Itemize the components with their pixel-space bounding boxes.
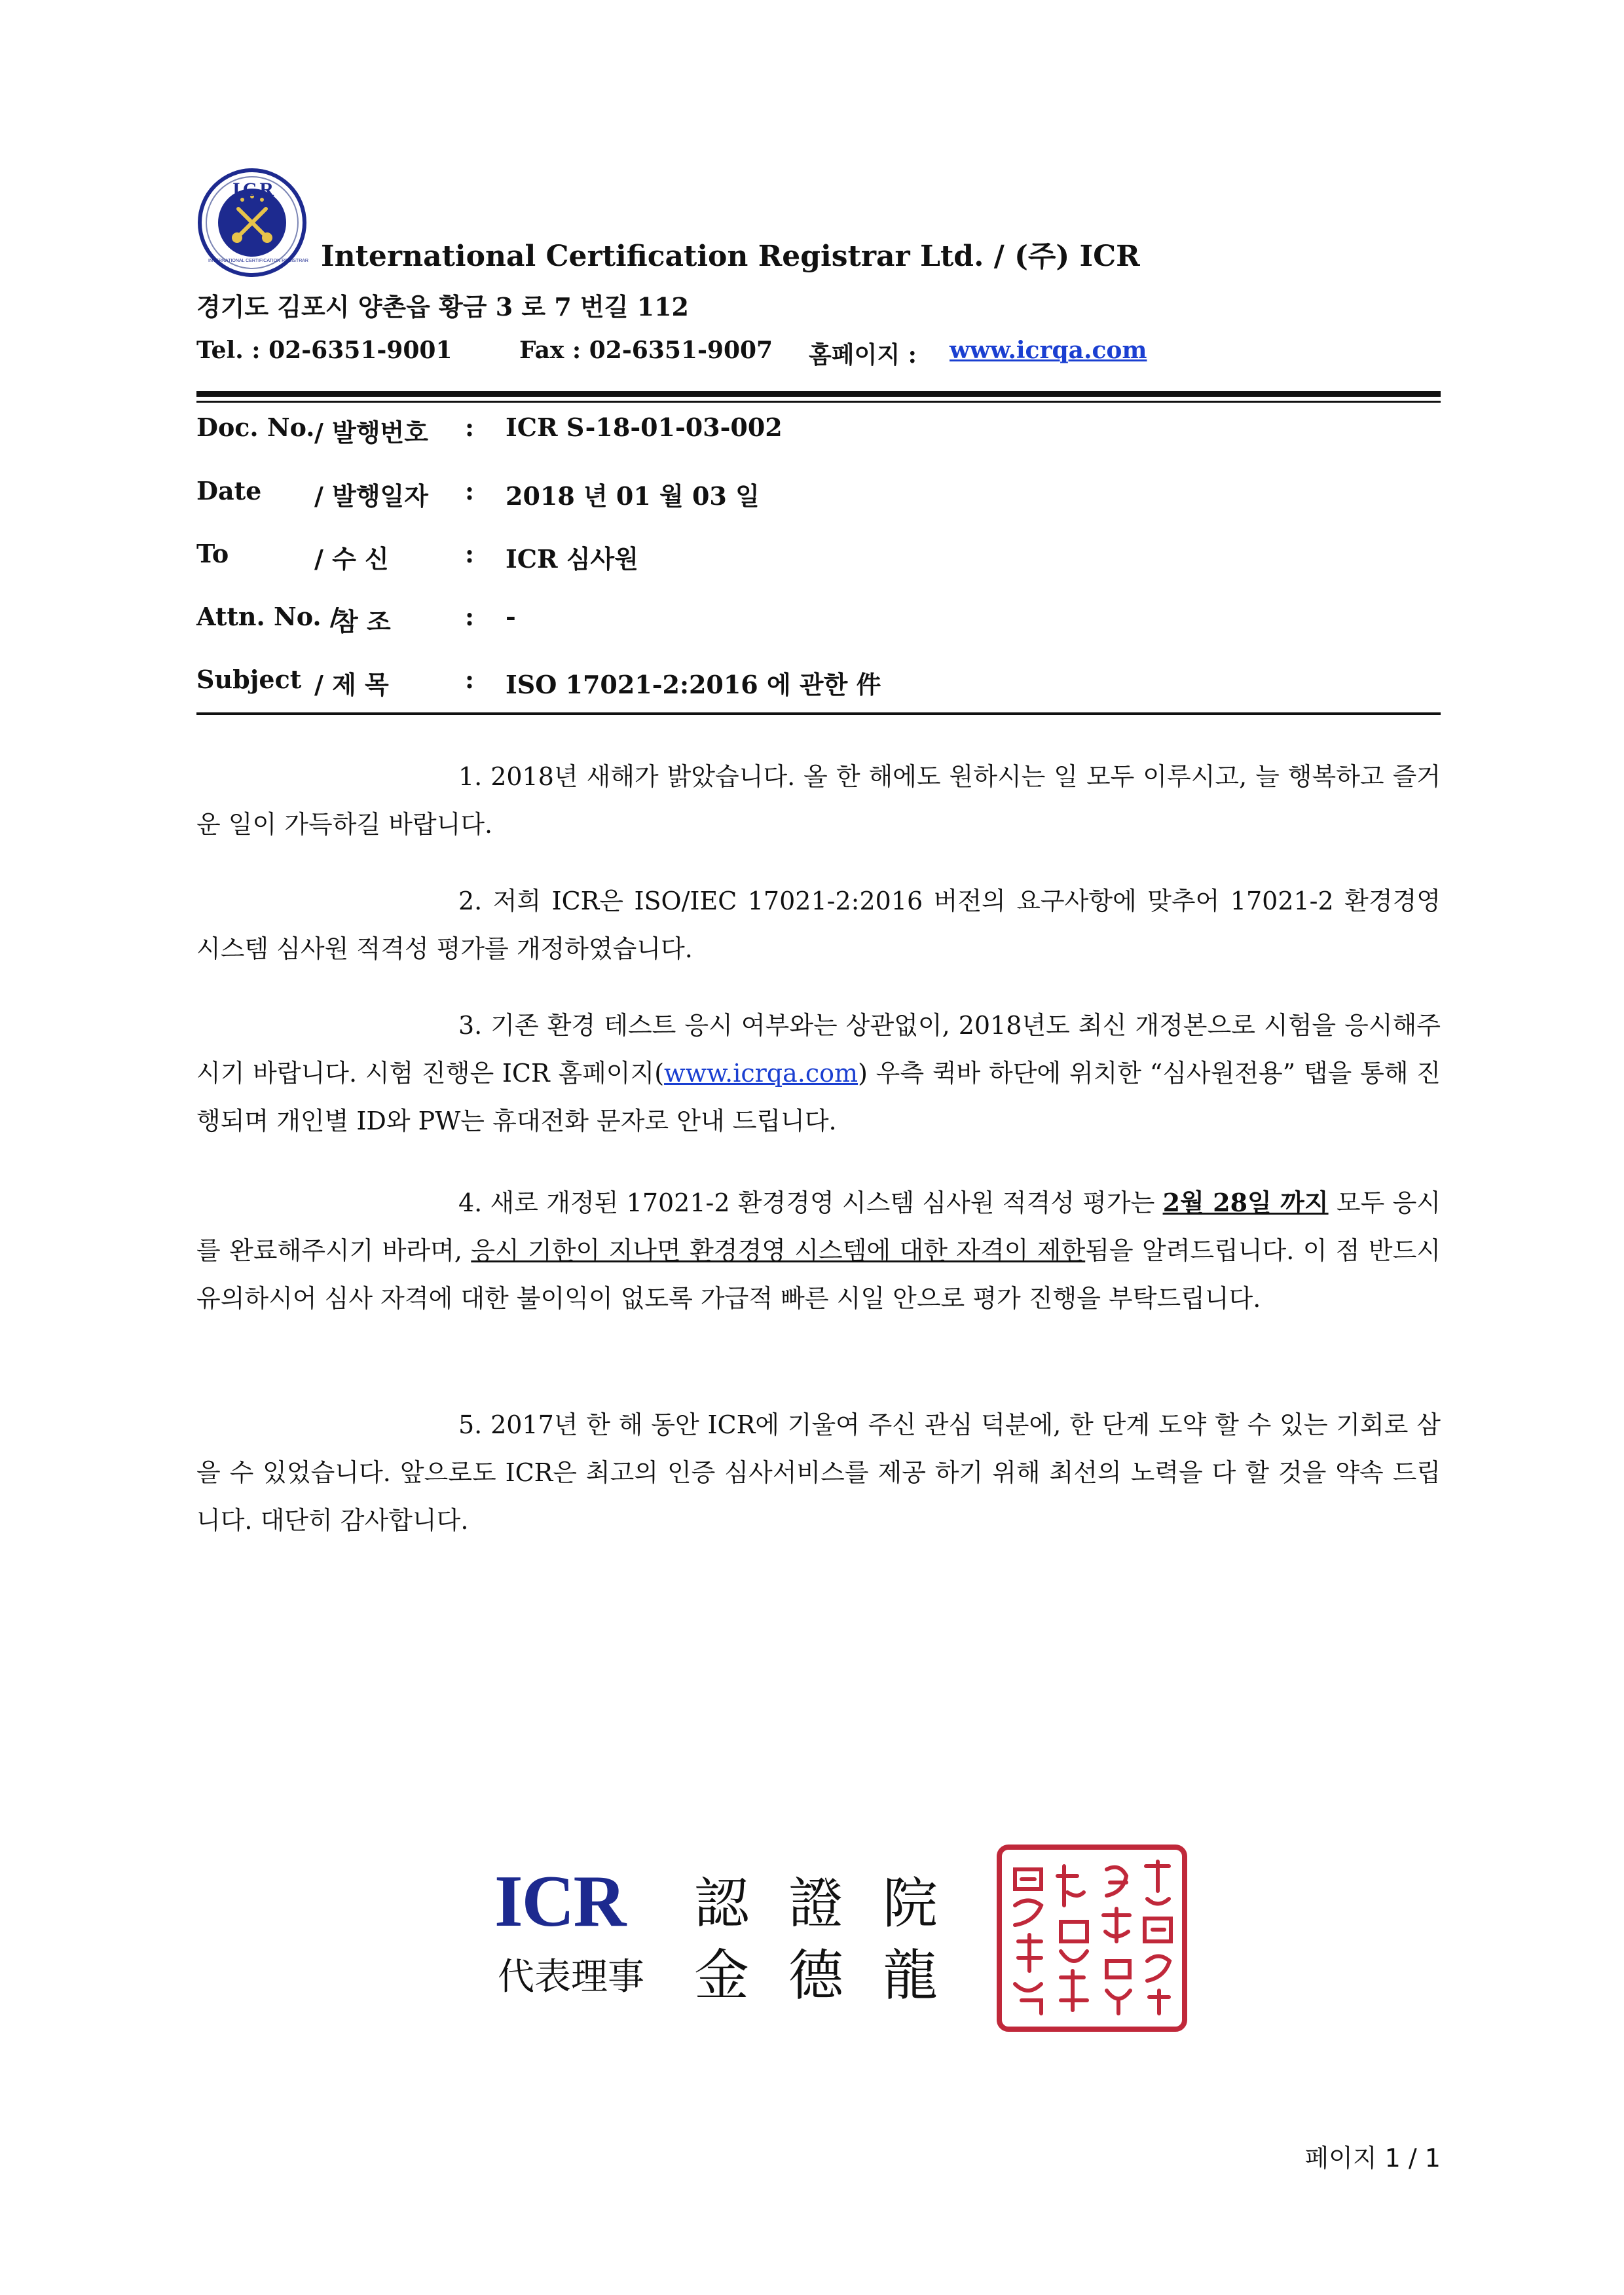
- warning-highlight: 응시 기한이 지나면 환경경영 시스템에 대한 자격이 제한: [471, 1236, 1086, 1265]
- paragraph-text: 모두 응시를 완료해주시기 바라며,: [196, 1188, 1441, 1265]
- meta-label-ko: / 발행일자: [314, 481, 428, 511]
- paragraph-text: 3. 기존 환경 테스트 응시 여부와는 상관없이, 2018년도 최신 개정본으로 시험을 응시해주시기 바랍니다. 시험 진행은 ICR 홈페이지(: [196, 1011, 1441, 1088]
- meta-colon: :: [465, 476, 475, 505]
- meta-value: -: [506, 602, 516, 631]
- meta-label-ko: / 수 신: [314, 544, 389, 574]
- meta-label-ko: / 발행번호: [314, 418, 428, 447]
- fax-number: Fax : 02-6351-9007: [519, 337, 773, 364]
- meta-label-ko: / 제 목: [314, 670, 389, 699]
- paragraph-1: [196, 753, 1441, 849]
- company-logo: [196, 167, 308, 278]
- meta-value: ICR 심사원: [506, 544, 638, 574]
- paragraph-5: [196, 1401, 1441, 1545]
- tel-number: Tel. : 02-6351-9001: [196, 337, 452, 364]
- paragraph-4: [196, 1179, 1441, 1323]
- logo-ring-text: INTERNATIONAL CERTIFICATION REGISTRAR: [208, 259, 308, 263]
- deadline-highlight: 2월 28일 까지: [1162, 1188, 1329, 1217]
- meta-colon: :: [465, 665, 475, 694]
- paragraph-text: 4. 새로 개정된 17021-2 환경경영 시스템 심사원 적격성 평가는: [458, 1188, 1163, 1217]
- paragraph-text: 1. 2018년 새해가 밝았습니다. 올 한 해에도 원하시는 일 모두 이루시고, 늘 행복하고 즐거운 일이 가득하길 바랍니다.: [196, 762, 1441, 839]
- header-divider-thin: [196, 401, 1441, 403]
- representative-name: 金德龍: [694, 1943, 978, 2008]
- paragraph-text: 5. 2017년 한 해 동안 ICR에 기울여 주신 관심 덕분에, 한 단계 도약 할 수 있는 기회로 삼을 수 있었습니다. 앞으로도 ICR은 최고의 인증 심사서비스를 제공 하기 위해 최선의 노력을 다 할 것을 약속 드립니다. 대단히 감사합니다.: [196, 1410, 1441, 1535]
- company-name: International Certification Registrar Ltd. / (주) ICR: [321, 240, 1140, 273]
- paragraph-text: 됨을 알려드립니다. 이 점 반드시 유의하시어 심사 자격에 대한 불이익이 없도록 가급적 빠른 시일 안으로 평가 진행을 부탁드립니다.: [196, 1236, 1441, 1313]
- meta-label-en: Doc. No.: [196, 413, 315, 442]
- meta-value: ICR S-18-01-03-002: [506, 413, 783, 442]
- paragraph-2: [196, 877, 1441, 973]
- meta-label-en: Attn. No. /: [196, 602, 339, 631]
- meta-colon: :: [465, 539, 475, 568]
- meta-label-en: Subject: [196, 665, 302, 694]
- paragraph-3: [196, 1002, 1441, 1145]
- company-address: 경기도 김포시 양촌읍 황금 3 로 7 번길 112: [196, 292, 689, 321]
- meta-label-en: Date: [196, 476, 262, 505]
- meta-label-en: To: [196, 539, 229, 568]
- meta-colon: :: [465, 602, 475, 631]
- meta-divider: [196, 712, 1441, 715]
- org-name-hanja: 認證院: [694, 1871, 978, 1936]
- logo-text: ICR: [232, 179, 277, 200]
- official-seal: [995, 1843, 1189, 2033]
- paragraph-text: ) 우측 퀵바 하단에 위치한 “심사원전용” 탭을 통해 진행되며 개인별 ID와 PW는 휴대전화 문자로 안내 드립니다.: [196, 1059, 1441, 1135]
- meta-colon: :: [465, 413, 475, 442]
- meta-value: ISO 17021-2:2016 에 관한 件: [506, 670, 881, 699]
- meta-label-ko: 참 조: [334, 607, 391, 636]
- homepage-label: 홈페이지 :: [809, 341, 917, 369]
- header-divider-thick: [196, 391, 1441, 397]
- page-number: 페이지 1 / 1: [1304, 2144, 1441, 2173]
- paragraph-text: 2. 저희 ICR은 ISO/IEC 17021-2:2016 버전의 요구사항에 맞추어 17021-2 환경경영 시스템 심사원 적격성 평가를 개정하였습니다.: [196, 887, 1441, 963]
- homepage-link[interactable]: www.icrqa.com: [950, 337, 1147, 364]
- icr-signature-mark: ICR: [494, 1861, 625, 1942]
- meta-value: 2018 년 01 월 03 일: [506, 481, 760, 511]
- representative-title: 代表理事: [498, 1956, 644, 1998]
- homepage-inline-link[interactable]: www.icrqa.com: [664, 1059, 858, 1088]
